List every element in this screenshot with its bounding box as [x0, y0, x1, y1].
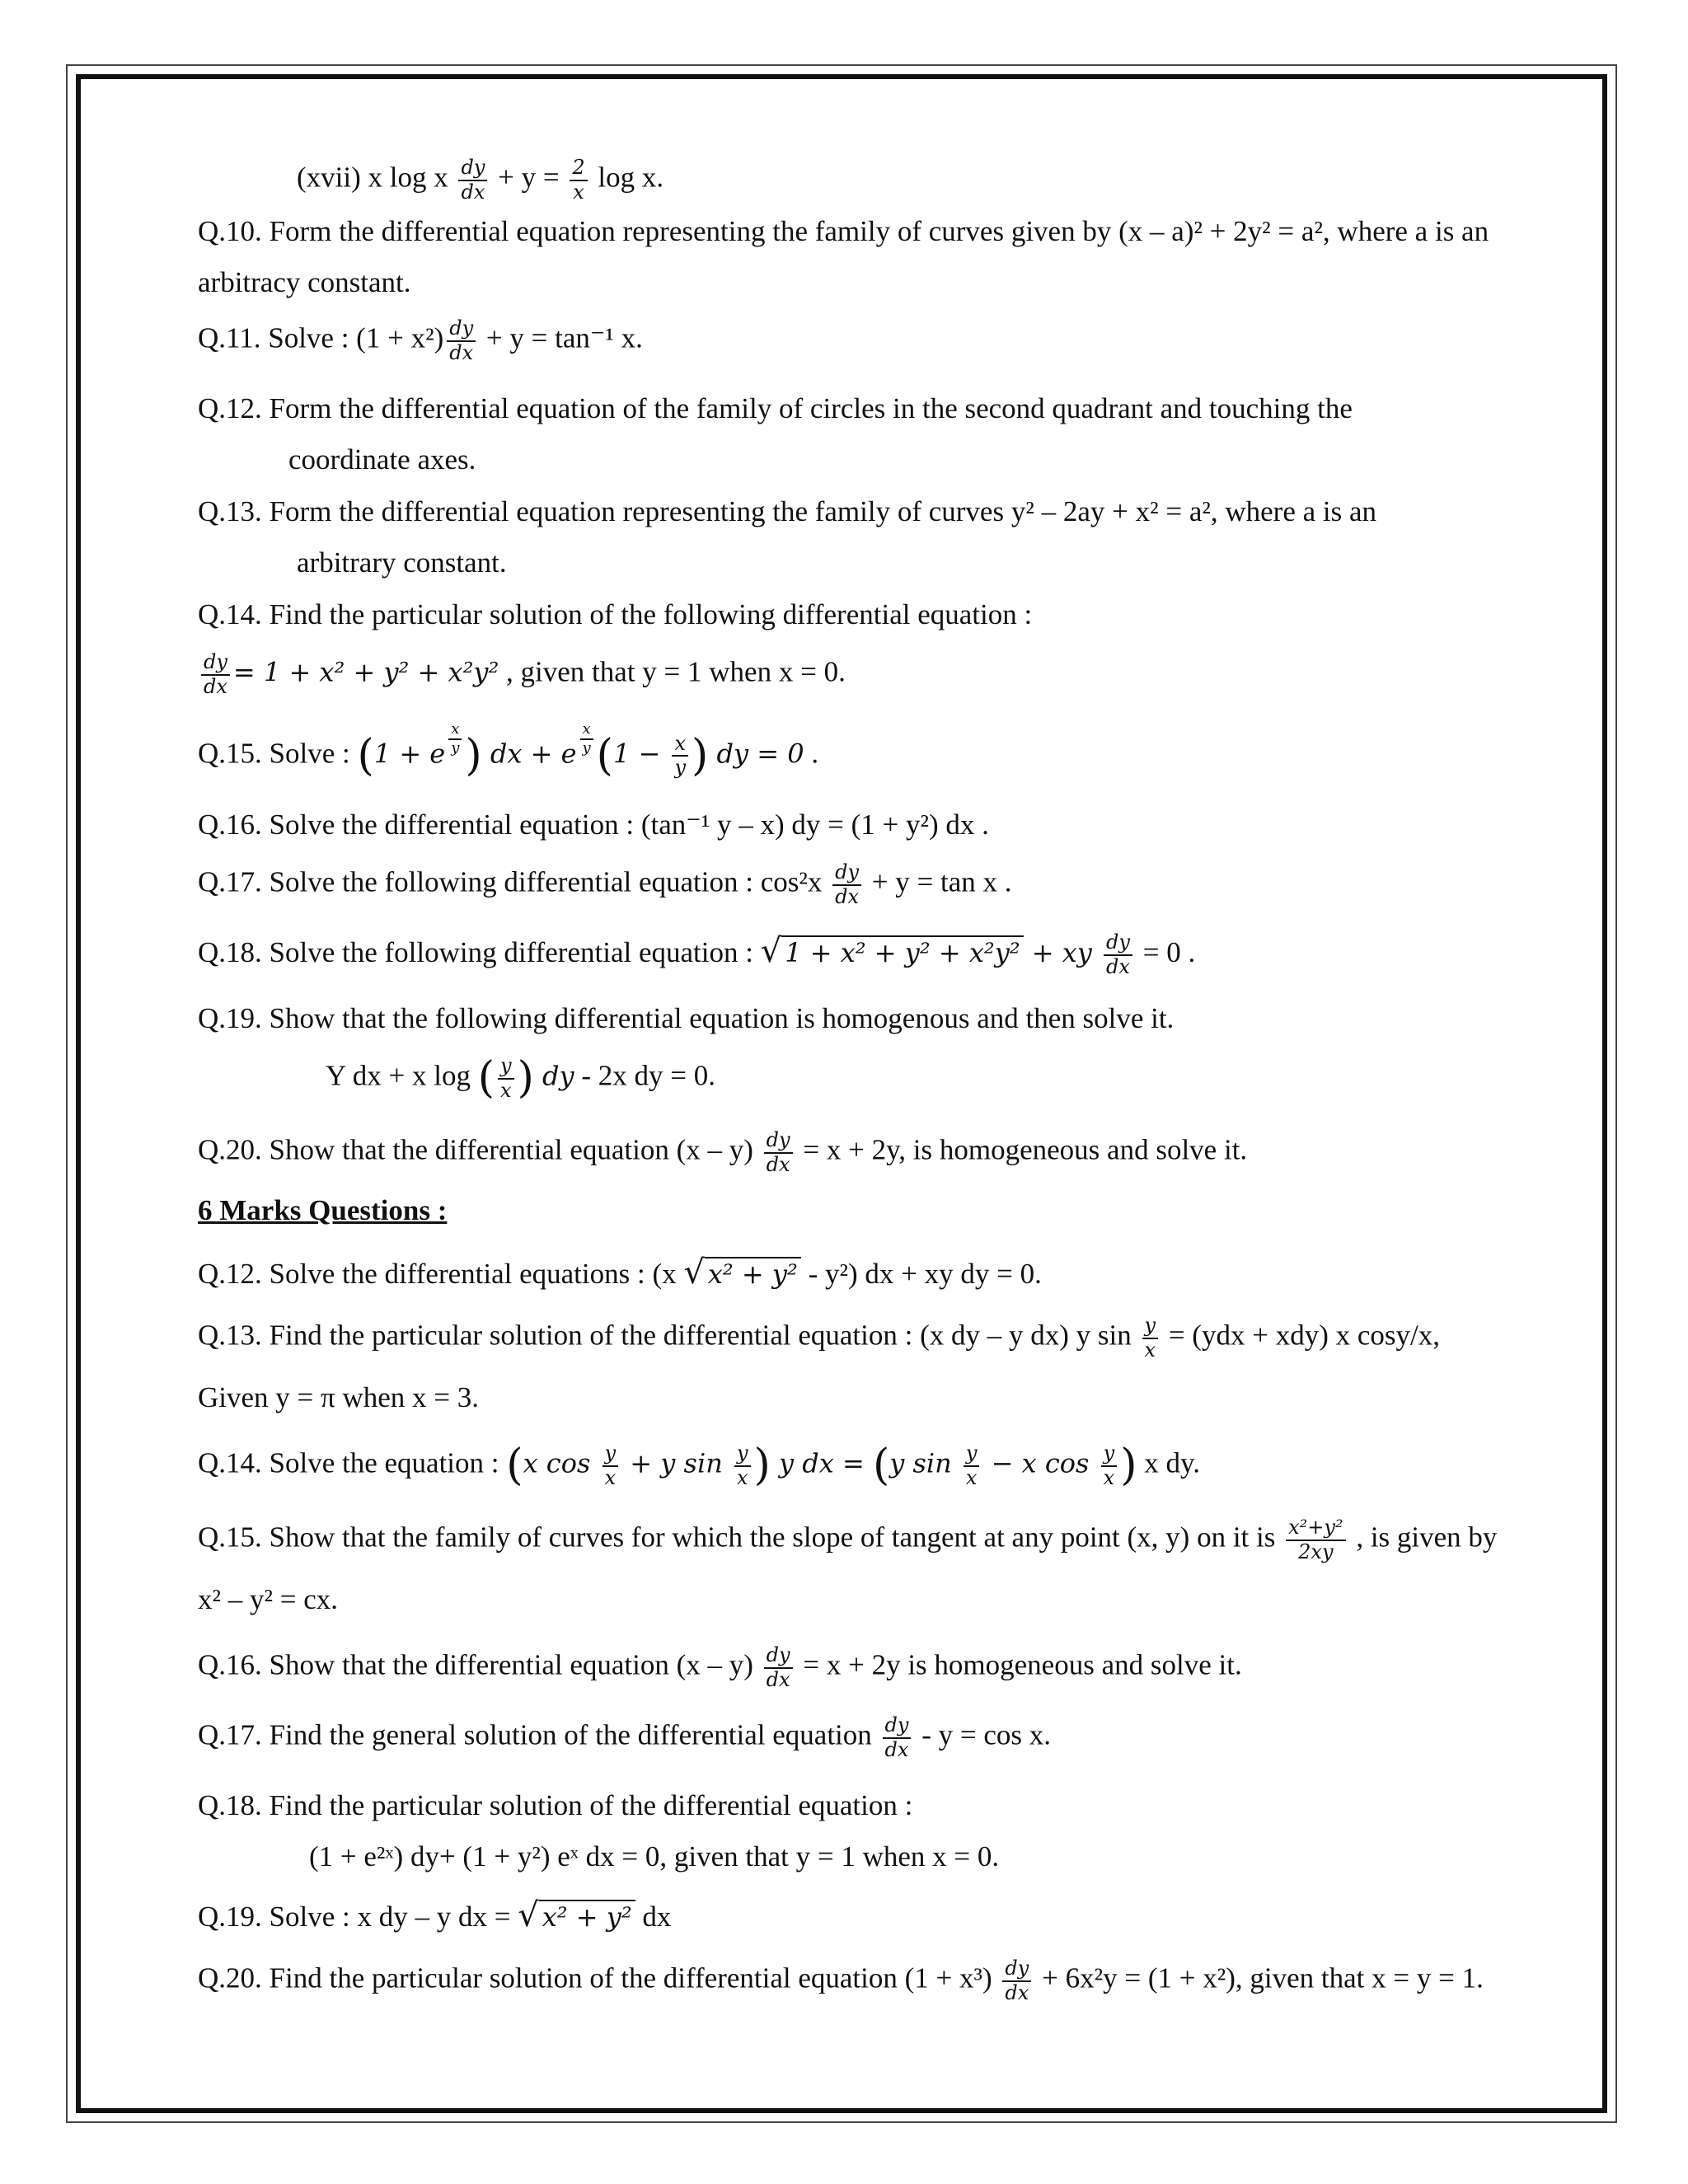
two-over-x-fraction — [570, 157, 587, 204]
section-heading-6-marks: 6 Marks Questions : — [198, 1194, 448, 1226]
open-paren: ( — [872, 1441, 890, 1491]
fraction-numerator: dy — [764, 1644, 793, 1669]
fraction-numerator: y — [1142, 1315, 1159, 1339]
square-root-expression: x² + y² — [705, 1257, 801, 1290]
six-marks-question-12 — [198, 1253, 1042, 1292]
question-14-math: = 1 + x² + y² + x²y² — [232, 656, 499, 688]
question-12-continued: coordinate axes. — [288, 443, 476, 476]
dy-dx-fraction — [764, 1644, 793, 1691]
item-xvii-text-2: + y = — [490, 161, 567, 194]
question-15-math-2: dx + e — [481, 738, 577, 770]
fraction-numerator: dy — [883, 1714, 912, 1739]
question-13: Q.13. Form the differential equation representing the family of curves y² – 2ay + x² = a², where a is an — [198, 495, 1377, 527]
fraction-denominator: dx — [204, 674, 227, 698]
question-15-end: . — [804, 737, 819, 770]
six-q16-text: Q.16. Show that the differential equation (x – y) — [198, 1648, 761, 1681]
six-q16-text-2: = x + 2y is homogeneous and solve it. — [795, 1648, 1242, 1681]
fraction-numerator: y — [498, 1055, 514, 1080]
six-q13-text-2: = (ydx + xdy) x cosy/x, — [1161, 1319, 1440, 1352]
fraction-denominator: x — [573, 180, 584, 204]
fraction-numerator: dy — [458, 157, 487, 181]
six-q14-math-c: y dx = — [770, 1447, 873, 1479]
fraction-numerator: dy — [447, 317, 476, 342]
dy-dx-fraction — [764, 1129, 793, 1176]
question-17-text-2: + y = tan x . — [865, 865, 1012, 898]
y-over-x-fraction — [498, 1055, 514, 1102]
fraction-denominator: x — [500, 1078, 512, 1102]
question-17-text: Q.17. Solve the following differential equation : cos²x — [198, 865, 830, 898]
fraction-denominator: dx — [1106, 954, 1130, 978]
six-q15-text-2: , is given by — [1348, 1521, 1498, 1554]
question-10-continued: arbitracy constant. — [198, 266, 411, 298]
fraction-numerator: y — [734, 1442, 751, 1467]
dy-dx-fraction — [447, 317, 476, 364]
six-q13-text: Q.13. Find the particular solution of the differential equation : (x dy – y dx) y sin — [198, 1319, 1139, 1352]
six-q19-text: Q.19. Solve : x dy – y dx = — [198, 1900, 518, 1933]
close-paren: ) — [692, 730, 709, 780]
fraction-denominator: x — [965, 1465, 978, 1489]
x-over-y-fraction — [672, 733, 688, 780]
six-marks-question-18-continued: (1 + e²ˣ) dy+ (1 + y²) eˣ dx = 0, given that y = 1 when x = 0. — [309, 1840, 1000, 1872]
six-q17-text: Q.17. Find the general solution of the differential equation — [198, 1718, 879, 1751]
fraction-numerator: dy — [201, 651, 230, 676]
fraction-denominator: x — [736, 1465, 748, 1489]
question-13-continued: arbitrary constant. — [297, 546, 507, 579]
six-q14-math-b: + y sin — [621, 1447, 731, 1479]
six-q14-math-a: x cos — [523, 1447, 599, 1479]
radical-sign: √ — [683, 1254, 705, 1291]
fraction-denominator: y — [451, 738, 460, 757]
slope-fraction — [1286, 1516, 1345, 1563]
dy-dx-fraction — [1002, 1957, 1031, 2004]
fraction-denominator: dx — [884, 1737, 909, 1761]
dy-dx-fraction — [458, 157, 487, 204]
fraction-denominator: dx — [766, 1667, 790, 1691]
question-18 — [198, 931, 1195, 979]
y-over-x-fraction — [964, 1442, 980, 1489]
dy-dx-fraction — [201, 651, 230, 698]
y-over-x-fraction — [603, 1442, 619, 1489]
question-19-equation — [326, 1055, 715, 1102]
question-15 — [198, 721, 818, 780]
fraction-numerator: y — [964, 1442, 980, 1467]
radical-sign: √ — [760, 932, 782, 970]
item-xvii — [297, 157, 663, 204]
fraction-numerator: dy — [764, 1129, 793, 1154]
fraction-denominator: y — [582, 738, 591, 757]
fraction-numerator: dy — [1002, 1957, 1031, 1982]
open-paren: ( — [477, 1053, 495, 1104]
fraction-numerator: x — [672, 733, 688, 757]
dy-dx-fraction — [883, 1714, 912, 1761]
question-11-text-2: + y = tan⁻¹ x. — [479, 321, 643, 354]
six-marks-question-15 — [198, 1516, 1497, 1563]
fraction-denominator: y — [674, 756, 687, 780]
item-xvii-text: (xvii) x log x — [297, 161, 456, 194]
fraction-denominator: dx — [835, 884, 859, 908]
fraction-denominator: dx — [461, 180, 485, 204]
six-marks-question-16 — [198, 1644, 1242, 1691]
question-14-equation — [198, 651, 846, 698]
fraction-numerator: dy — [1104, 931, 1132, 956]
question-19-eq-text-2: - 2x dy = 0. — [574, 1059, 715, 1092]
question-18-text: Q.18. Solve the following differential equation : — [198, 936, 761, 968]
six-marks-question-13 — [198, 1315, 1440, 1361]
question-15-math-4: dy = 0 — [708, 738, 804, 770]
six-q14-math-e: − x cos — [982, 1447, 1098, 1479]
y-over-x-fraction — [1101, 1442, 1118, 1489]
six-q12-text-2: - y²) dx + xy dy = 0. — [800, 1258, 1042, 1290]
close-paren: ) — [753, 1441, 771, 1491]
question-20-text-2: = x + 2y, is homogeneous and solve it. — [795, 1133, 1248, 1166]
open-paren: ( — [357, 730, 374, 780]
question-19-eq-text: Y dx + x log — [326, 1059, 478, 1092]
square-root-expression: 1 + x² + y² + x²y² — [781, 935, 1023, 968]
six-marks-question-19 — [198, 1896, 671, 1935]
question-11 — [198, 317, 643, 364]
question-18-text-2: = 0 . — [1135, 936, 1196, 968]
square-root-expression: x² + y² — [539, 1900, 635, 1933]
six-marks-question-18: Q.18. Find the particular solution of the differential equation : — [198, 1789, 913, 1821]
open-paren: ( — [506, 1441, 523, 1491]
six-q20-text: Q.20. Find the particular solution of the differential equation (1 + x³) — [198, 1961, 1000, 1994]
question-20-text: Q.20. Show that the differential equation (x – y) — [198, 1133, 761, 1166]
y-over-x-fraction — [1142, 1315, 1159, 1361]
question-12: Q.12. Form the differential equation of the family of circles in the second quadrant and touching the — [198, 392, 1353, 424]
dy-dx-fraction — [832, 861, 861, 908]
six-q14-math-d: y sin — [889, 1447, 960, 1479]
dy-dx-fraction — [1104, 931, 1132, 978]
six-marks-question-17 — [198, 1714, 1051, 1761]
close-paren: ) — [1120, 1441, 1137, 1491]
question-11-text: Q.11. Solve : (1 + x²) — [198, 321, 444, 354]
fraction-denominator: dx — [1005, 1980, 1029, 2004]
six-q17-text-2: - y = cos x. — [914, 1718, 1052, 1751]
fraction-numerator: x — [448, 721, 462, 740]
fraction-denominator: x — [1144, 1338, 1156, 1361]
fraction-denominator: dx — [766, 1152, 790, 1176]
six-marks-question-15-continued: x² – y² = cx. — [198, 1583, 339, 1615]
question-16: Q.16. Solve the differential equation : (tan⁻¹ y – x) dy = (1 + y²) dx . — [198, 808, 989, 841]
close-paren: ) — [517, 1053, 534, 1104]
six-marks-question-13-continued: Given y = π when x = 3. — [198, 1381, 479, 1413]
six-q19-text-2: dx — [635, 1900, 672, 1933]
fraction-numerator: y — [1101, 1442, 1118, 1467]
fraction-denominator: 2xy — [1298, 1540, 1334, 1563]
item-xvii-text-3: log x. — [590, 161, 664, 194]
six-q14-text: Q.14. Solve the equation : — [198, 1446, 507, 1479]
fraction-denominator: dx — [449, 340, 474, 364]
six-q20-text-2: + 6x²y = (1 + x²), given that x = y = 1. — [1034, 1961, 1484, 1994]
radical-sign: √ — [518, 1896, 539, 1934]
question-15-text: Q.15. Solve : — [198, 737, 358, 770]
open-paren: ( — [596, 730, 613, 780]
fraction-numerator: dy — [832, 861, 861, 886]
question-14: Q.14. Find the particular solution of the following differential equation : — [198, 598, 1033, 630]
question-10: Q.10. Form the differential equation representing the family of curves given by (x – a)² + 2y² = a², where a is an — [198, 215, 1489, 247]
question-18-math: + xy — [1023, 937, 1101, 968]
question-14-condition: , given that y = 1 when x = 0. — [499, 655, 846, 688]
fraction-denominator: x — [1103, 1465, 1115, 1489]
close-paren: ) — [465, 730, 482, 780]
six-marks-question-20 — [198, 1957, 1484, 2004]
fraction-denominator: x — [604, 1465, 617, 1489]
question-19: Q.19. Show that the following differential equation is homogenous and then solve it. — [198, 1002, 1175, 1034]
question-15-math-3: 1 − — [612, 738, 669, 770]
fraction-numerator: 2 — [570, 157, 587, 181]
x-over-y-exponent — [580, 721, 593, 757]
y-over-x-fraction — [734, 1442, 751, 1489]
question-19-math: dy — [533, 1060, 574, 1092]
six-q15-text: Q.15. Show that the family of curves for which the slope of tangent at any point (x, y) on it is — [198, 1521, 1283, 1554]
six-marks-question-14 — [198, 1442, 1200, 1489]
six-q14-text-2: x dy. — [1137, 1446, 1200, 1479]
six-q12-text: Q.12. Solve the differential equations : (x — [198, 1258, 684, 1290]
question-20 — [198, 1129, 1247, 1176]
x-over-y-exponent — [448, 721, 462, 757]
question-17 — [198, 861, 1012, 908]
fraction-numerator: x — [580, 721, 593, 740]
question-15-math: 1 + e — [373, 738, 446, 770]
fraction-numerator: y — [603, 1442, 619, 1467]
fraction-numerator: x²+y² — [1286, 1516, 1345, 1541]
